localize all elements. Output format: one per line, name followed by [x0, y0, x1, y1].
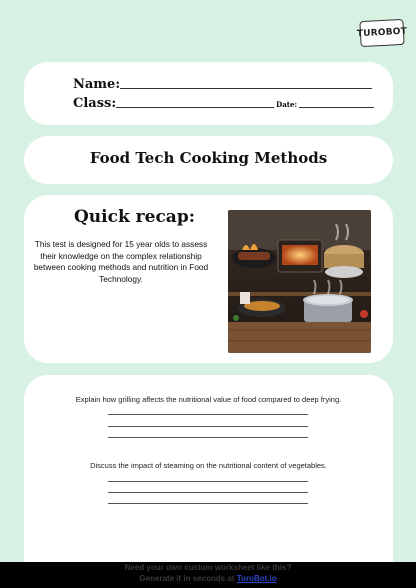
name-row — [73, 77, 372, 92]
recap-heading: Quick recap: — [74, 207, 195, 227]
class-row — [73, 96, 374, 111]
answer-line[interactable] — [108, 414, 308, 415]
class-label: Class: — [73, 96, 117, 111]
answer-line[interactable] — [108, 437, 308, 438]
footer-prefix: Generate it in seconds at — [139, 574, 237, 583]
answer-line[interactable] — [108, 426, 308, 427]
turobot-logo — [356, 19, 408, 47]
questions-card — [24, 375, 393, 575]
recap-text: This test is designed for 15 year olds to assess their knowledge on the complex relationship between cooking methods and nutrition in Food Technology. — [33, 239, 209, 284]
answer-line[interactable] — [108, 492, 308, 493]
footer-line-2 — [0, 573, 416, 584]
cooking-methods-photo — [228, 210, 371, 353]
recap-card — [24, 195, 393, 363]
title-card — [24, 136, 393, 184]
date-field[interactable] — [299, 107, 374, 108]
name-label: Name: — [73, 77, 121, 92]
date-label: Date: — [276, 100, 298, 109]
footer-line-1: Need your own custom worksheet like this? — [124, 563, 292, 572]
question-2: Discuss the impact of steaming on the nutritional content of vegetables. — [90, 461, 327, 470]
promo-footer — [0, 562, 416, 588]
answer-line[interactable] — [108, 503, 308, 504]
name-field[interactable] — [120, 88, 372, 89]
turobot-link[interactable]: TuroBot.io — [236, 574, 277, 583]
logo-text: TUROBOT — [356, 26, 408, 40]
answer-line[interactable] — [108, 481, 308, 482]
class-field[interactable] — [116, 107, 274, 108]
worksheet-title: Food Tech Cooking Methods — [89, 149, 328, 167]
student-info-card — [24, 62, 393, 125]
question-1: Explain how grilling affects the nutritional value of food compared to deep frying. — [75, 395, 342, 404]
